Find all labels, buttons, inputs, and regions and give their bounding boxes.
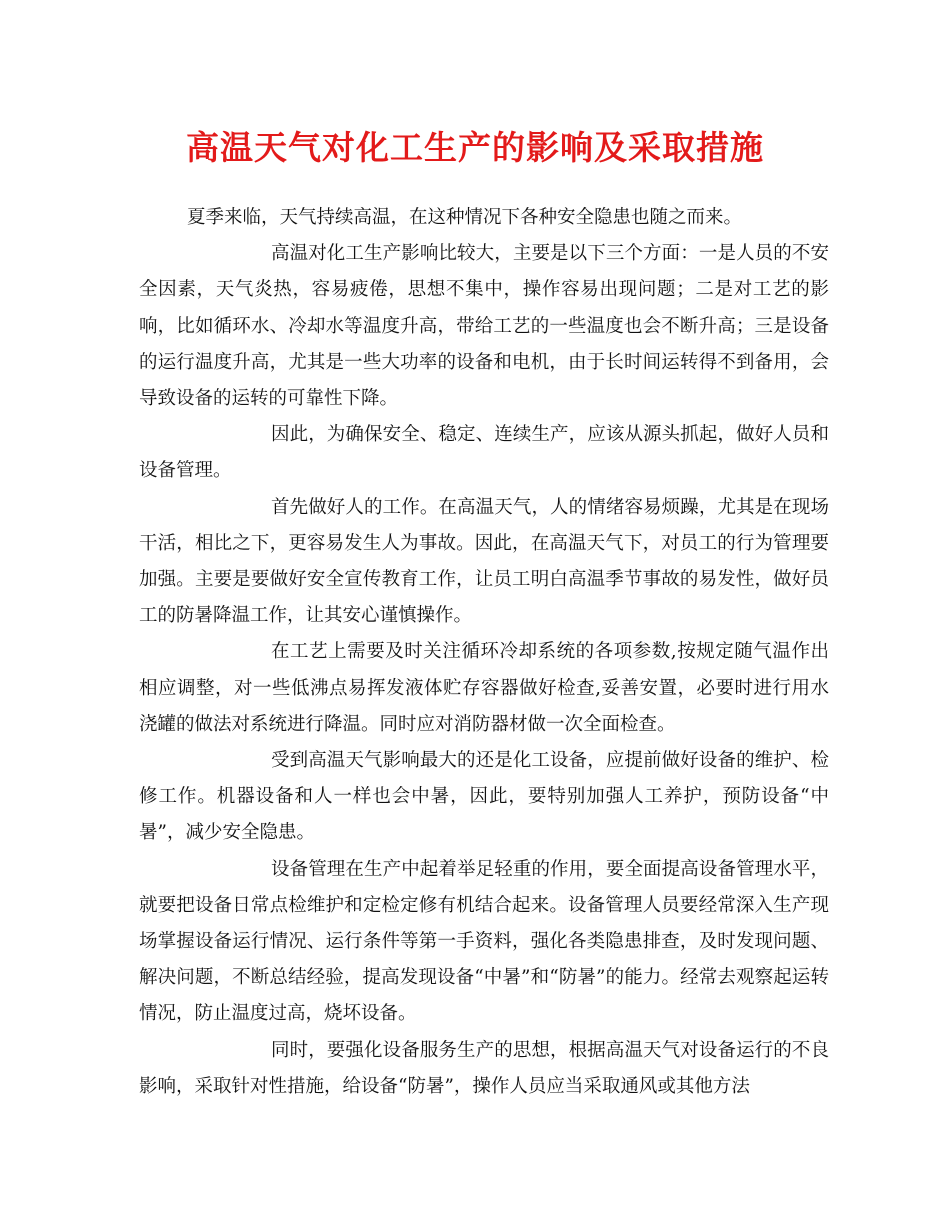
paragraph-process: 在工艺上需要及时关注循环冷却系统的各项参数,按规定随气温作出相应调整，对一些低沸点易挥发液体贮存容器做好检查,妥善安置，必要时进行用水浇罐的做法对系统进行降温。同时应对消防器材做一次全面检查。	[139, 641, 829, 735]
document-title: 高温天气对化工生产的影响及采取措施	[186, 128, 764, 167]
paragraph-management: 设备管理在生产中起着举足轻重的作用，要全面提高设备管理水平，就要把设备日常点检维护和定检定修有机结合起来。设备管理人员要经常深入生产现场掌握设备运行情况、运行条件等第一手资料，强化各类隐患排查，及时发现问题、解决问题，不断总结经验，提高发现设备“中暑”和“防暑”的能力。经常去观察起运转情况，防止温度过高，烧坏设备。	[139, 858, 829, 1025]
paragraph-equipment: 受到高温天气影响最大的还是化工设备，应提前做好设备的维护、检修工作。机器设备和人一样也会中暑，因此，要特别加强人工养护，预防设备“中暑”，减少安全隐患。	[139, 750, 829, 844]
paragraph-people: 首先做好人的工作。在高温天气，人的情绪容易烦躁，尤其是在现场干活，相比之下，更容易发生人为事故。因此，在高温天气下，对员工的行为管理要加强。主要是要做好安全宣传教育工作，让员工明白高温季节事故的易发性，做好员工的防暑降温工作，让其安心谨慎操作。	[139, 496, 829, 627]
paragraph-impact: 高温对化工生产影响比较大，主要是以下三个方面：一是人员的不安全因素，天气炎热，容易疲倦，思想不集中，操作容易出现问题；二是对工艺的影响，比如循环水、冷却水等温度升高，带给工艺的一些温度也会不断升高；三是设备的运行温度升高，尤其是一些大功率的设备和电机，由于长时间运转得不到备用，会导致设备的运转的可靠性下降。	[139, 243, 829, 410]
document-body	[139, 200, 829, 1105]
paragraph-service: 同时，要强化设备服务生产的思想，根据高温天气对设备运行的不良影响，采取针对性措施，给设备“防暑”，操作人员应当采取通风或其他方法	[139, 1039, 829, 1097]
paragraph-intro: 夏季来临，天气持续高温，在这种情况下各种安全隐患也随之而来。	[187, 207, 743, 228]
paragraph-therefore: 因此，为确保安全、稳定、连续生产，应该从源头抓起，做好人员和设备管理。	[139, 424, 829, 482]
